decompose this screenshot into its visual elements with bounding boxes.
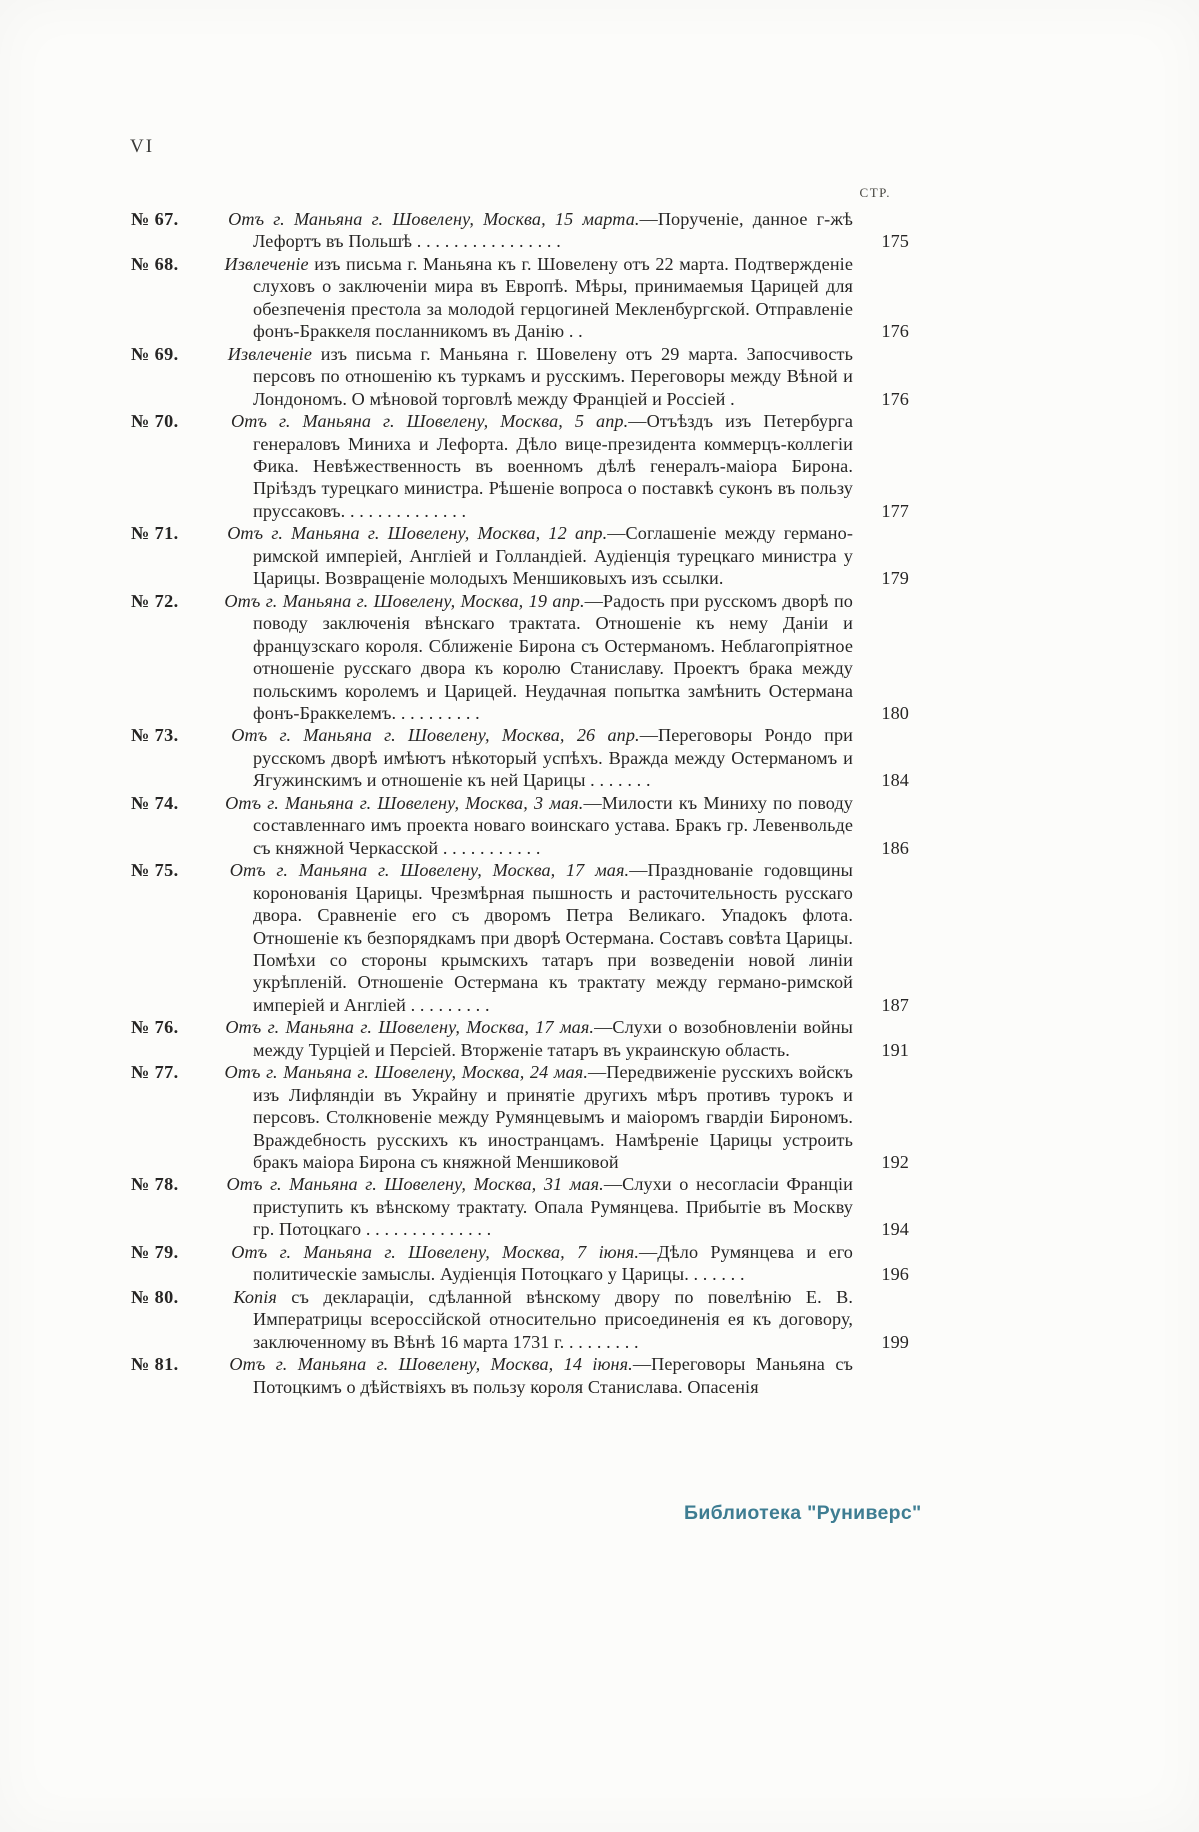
entry-description: изъ письма г. Маньяна г. Шовелену отъ 29 марта. Запосчивость персовъ по отношенію къ туркамъ и русскимъ. Переговоры между Вѣной и Лондономъ. О мѣновой торговлѣ между Франціей и Россіей . [253, 343, 853, 409]
entry-heading-italic: Отъ г. Маньяна г. Шовелену, Москва, 26 апр. [231, 725, 640, 746]
entry-heading-italic: Извлеченіе [224, 253, 309, 274]
toc-entry [131, 1173, 909, 1240]
toc-entry [131, 1016, 909, 1061]
entry-description: —Празднованіе годовщины коронованія Царицы. Чрезмѣрная пышность и расточительность русскаго двора. Сравненіе его съ дворомъ Петра Великаго. Упадокъ флота. Отношеніе къ безпорядкамъ при дворѣ Остермана. Составъ совѣта Царицы. Помѣхи со стороны крымскихъ татаръ при возведеніи новой линіи укрѣпленій. Отношеніе Остермана къ трактату между германо-римской имперіей и Англіей . . . . . . . . . [253, 860, 853, 1015]
entry-page-ref: 186 [881, 837, 909, 858]
entry-heading-italic: Отъ г. Маньяна г. Шовелену, Москва, 12 апр. [227, 523, 608, 544]
entry-number: № 67. [131, 209, 179, 229]
entry-heading-italic: Отъ г. Маньяна г. Шовелену, Москва, 3 мая. [225, 792, 584, 813]
entry-number: № 74. [131, 792, 179, 813]
entry-description: —Соглашеніе между германо-римской имперіей, Англіей и Голландіей. Аудіенція турецкаго министра у Царицы. Возвращеніе молодыхъ Меншиковыхъ изъ ссылки. [253, 523, 853, 589]
entry-description: —Слухи о возобновленіи войны между Турціей и Персіей. Вторженіе татаръ въ украинскую область. [253, 1017, 853, 1060]
entry-page-ref: 199 [881, 1331, 909, 1352]
entry-number: № 75. [131, 860, 179, 881]
page-column-header: СТР. [859, 185, 891, 200]
entry-description: —Порученіе, данное г-жѣ Лефортъ въ Польшѣ . . . . . . . . . . . . . . . . [253, 209, 853, 252]
entry-description: —Переговоры Маньяна съ Потоцкимъ о дѣйствіяхъ въ пользу короля Станислава. Опасенія [253, 1354, 854, 1397]
entry-number: № 69. [131, 343, 179, 364]
entry-heading-italic: Отъ г. Маньяна г. Шовелену, Москва, 24 мая. [224, 1062, 588, 1083]
toc-entry [131, 1061, 909, 1173]
entry-heading-italic: Отъ г. Маньяна г. Шовелену, Москва, 31 мая. [226, 1174, 604, 1195]
toc-entry [131, 410, 909, 522]
entry-number: № 71. [131, 523, 179, 544]
entry-page-ref: 177 [881, 500, 909, 521]
entry-description: —Милости къ Миниху по поводу составленнаго имъ проекта новаго воинскаго устава. Бракъ гр. Левенвольде съ княжной Черкасской . . . . . . . . . . . [253, 792, 853, 858]
toc-entry [131, 724, 909, 791]
entry-description: съ деклараціи, сдѣланной вѣнскому двору по повелѣнію Е. В. Императрицы всероссійской относительно присоединенія ея къ договору, заключенному въ Вѣнѣ 16 марта 1731 г. . . . . . . . . [253, 1286, 853, 1352]
entry-description: —Дѣло Румянцева и его политическіе замыслы. Аудіенція Потоцкаго у Царицы. . . . . . . [253, 1241, 853, 1285]
entry-page-ref: 180 [881, 702, 909, 723]
entry-heading-italic: Отъ г. Маньяна г. Шовелену, Москва, 7 іюня. [231, 1241, 639, 1262]
entry-heading-italic: Извлеченіе [227, 343, 313, 364]
entry-description: —Слухи о несогласіи Франціи приступить къ вѣнскому трактату. Опала Румянцева. Прибытіе въ Москву гр. Потоцкаго . . . . . . . . . . . . . . [253, 1174, 853, 1240]
toc-entry [131, 253, 909, 343]
entry-number: № 77. [131, 1062, 179, 1083]
entry-description: —Передвиженіе русскихъ войскъ изъ Лифляндіи въ Украйну и принятіе другихъ мѣръ противъ турокъ и персовъ. Столкновеніе между Румянцевымъ и маіоромъ гвардіи Бирономъ. Враждебность русскихъ къ иностранцамъ. Намѣреніе Царицы устроить бракъ маіора Бирона съ княжной Меншиковой [253, 1062, 853, 1173]
entry-page-ref: 175 [881, 231, 909, 252]
toc-entry [131, 343, 909, 410]
entry-number: № 73. [131, 725, 179, 746]
entry-page-ref: 184 [881, 770, 909, 791]
entry-page-ref: 179 [881, 568, 909, 589]
entry-description: —Переговоры Рондо при русскомъ дворѣ имѣютъ нѣкоторый успѣхъ. Вражда между Остерманомъ и Ягужинскимъ и отношеніе къ ней Царицы . . . . . . . [253, 725, 853, 791]
entry-page-ref: 196 [881, 1264, 909, 1285]
entry-heading-italic: Отъ г. Маньяна г. Шовелену, Москва, 17 мая. [229, 860, 630, 881]
toc-entry [131, 590, 909, 725]
entry-heading-italic: Отъ г. Маньяна г. Шовелену, Москва, 14 іюня. [229, 1354, 633, 1375]
toc-entry [131, 792, 909, 859]
library-watermark: Библиотека "Руниверс" [684, 1502, 922, 1524]
entry-page-ref: 187 [881, 994, 909, 1015]
entry-description: —Отъѣздъ изъ Петербурга генераловъ Миниха и Лефорта. Дѣло вице-президента коммерцъ-коллегіи Фика. Невѣжественность въ военномъ дѣлѣ генералъ-маіора Бирона. Пріѣздъ турецкаго министра. Рѣшеніе вопроса о поставкѣ суконъ въ пользу пруссаковъ. . . . . . . . . . . . . . [253, 411, 853, 521]
toc-entry [131, 208, 909, 253]
entry-description: изъ письма г. Маньяна къ г. Шовелену отъ 22 марта. Подтвержденіе слуховъ о заключеніи мира въ Европѣ. Мѣры, принимаемыя Царицей для обезпеченія престола за молодой герцогиней Мекленбургской. Отправленіе фонъ-Браккеля посланникомъ въ Данію . . [253, 253, 853, 342]
entry-number: № 81. [131, 1354, 179, 1375]
entry-heading-italic: Отъ г. Маньяна г. Шовелену, Москва, 19 апр. [224, 590, 585, 611]
entry-page-ref: 176 [881, 388, 909, 409]
entry-page-ref: 194 [881, 1219, 909, 1240]
entry-heading-italic: Отъ г. Маньяна г. Шовелену, Москва, 17 мая. [225, 1017, 595, 1038]
toc-entry [131, 1286, 909, 1353]
table-of-contents [131, 208, 909, 1398]
toc-entry [131, 522, 909, 589]
entry-number: № 76. [131, 1017, 179, 1038]
entry-description: —Радость при русскомъ дворѣ по поводу заключенія вѣнскаго трактата. Отношеніе къ нему Даніи и французскаго короля. Сближеніе Бирона съ Остерманомъ. Неблагопріятное отношеніе русскаго двора къ королю Станиславу. Проектъ брака между польскимъ королемъ и Царицей. Неудачная попытка замѣнить Остермана фонъ-Браккелемъ. . . . . . . . . . [253, 590, 854, 723]
toc-entry [131, 859, 909, 1016]
entry-number: № 70. [131, 411, 179, 432]
toc-entry [131, 1241, 909, 1286]
entry-number: № 78. [131, 1174, 179, 1195]
entry-number: № 80. [131, 1286, 179, 1307]
entry-number: № 72. [131, 590, 179, 611]
entry-heading-italic: Копія [233, 1286, 277, 1307]
folio-number: VI [130, 136, 155, 157]
entry-number: № 68. [131, 253, 179, 274]
entry-heading-italic: Отъ г. Маньяна г. Шовелену, Москва, 15 марта. [228, 209, 640, 229]
entry-page-ref: 176 [881, 321, 909, 342]
entry-number: № 79. [131, 1241, 179, 1262]
entry-heading-italic: Отъ г. Маньяна г. Шовелену, Москва, 5 апр. [230, 411, 629, 432]
entry-page-ref: 192 [881, 1152, 909, 1173]
entry-page-ref: 191 [881, 1039, 909, 1060]
toc-entry [131, 1353, 909, 1398]
